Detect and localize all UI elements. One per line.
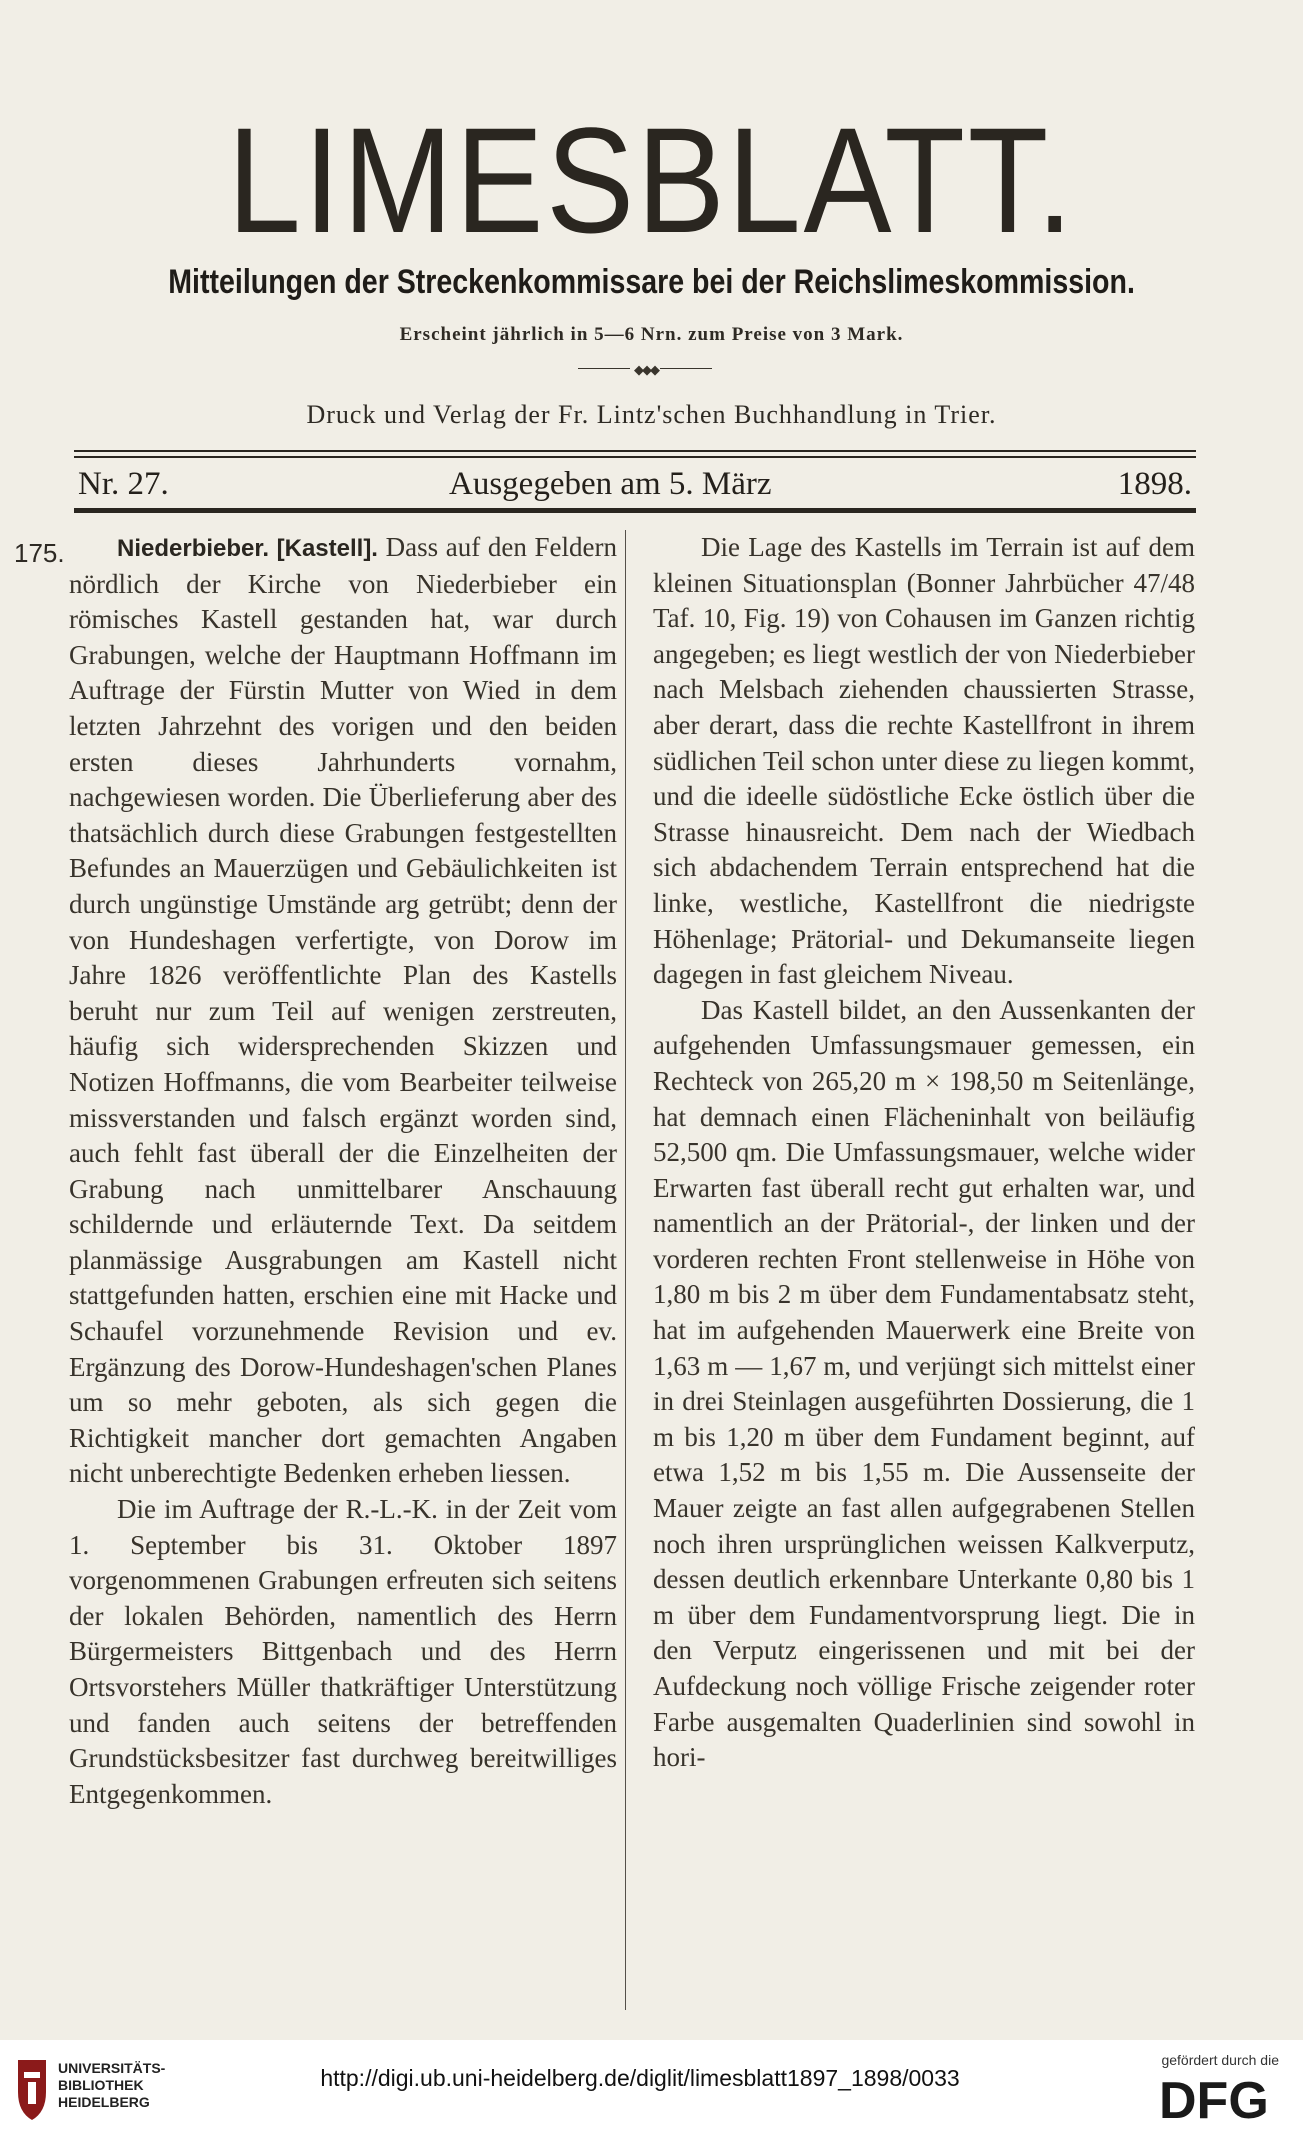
- column-left: [69, 530, 617, 1812]
- masthead-title: LIMESBLATT.: [227, 96, 1076, 264]
- ornament-divider: [570, 362, 720, 376]
- article-paragraph: Das Kastell bildet, an den Aussenkanten der aufgehenden Umfassungsmauer gemessen, ein Rechteck von 265,20 m × 198,50 m Seitenlänge, hat demnach einen Flächeninhalt von beiläufig 52,500 qm. Die Umfassungsmauer, welche wider Erwarten fast überall recht gut erhalten war, und namentlich an der Prätorial-, der linken und der vorderen rechten Front stellenweise in Höhe von 1,80 m bis 2 m über dem Fundamentabsatz steht, hat im aufgehenden Mauerwerk eine Breite von 1,63 m — 1,67 m, und verjüngt sich mittelst einer in drei Steinlagen ausgeführten Dossierung, die 1 m bis 1,20 m über dem Fundament beginnt, auf etwa 1,52 m bis 1,55 m. Die Aussenseite der Mauer zeigte an fast allen aufgegrabenen Stellen noch ihren ursprünglichen weissen Kalkverputz, dessen deutlich erkennbare Unterkante 0,80 bis 1 m über dem Fundamentvorsprung liegt. Die in den Verputz eingerissenen und mit bei der Aufdeckung noch völlige Frische zeigender roter Farbe ausgemalten Quaderlinien sind sowohl in hori-: [653, 994, 1195, 1773]
- article-heading: Niederbieber. [Kastell].: [117, 535, 378, 562]
- rule-bottom-thick: [74, 508, 1196, 513]
- issue-number: Nr. 27.: [78, 466, 169, 502]
- permalink-url[interactable]: http://digi.ub.uni-heidelberg.de/diglit/limesblatt1897_1898/0033: [320, 2065, 960, 2091]
- dfg-logo-icon: [1157, 2072, 1285, 2124]
- article-paragraph-text: Dass auf den Feldern nördlich der Kirche von Niederbieber ein römisches Kastell gestanden hat, war durch Grabungen, welche der Hauptmann Hoffmann im Auftrage der Fürstin Mutter von Wied in dem letzten Jahrzehnt des vorigen und den beiden ersten dieses Jahrhunderts vornahm, nachgewiesen worden. Die Überlieferung aber des thatsächlich durch diese Grabungen festgestellten Befundes an Mauerzügen und Gebäulichkeiten ist durch ungünstige Umstände arg getrübt; denn der von Hundeshagen verfertigte, von Dorow im Jahre 1826 veröffentlichte Plan des Kastells beruht nur zum Teil auf wenigen zerstreuten, häufig sich widersprechenden Skizzen und Notizen Hoffmanns, die vom Bearbeiter teilweise missverstanden und falsch ergänzt worden sind, auch fehlt fast überall der die Einzelheiten der Grabung nach unmittelbarer Anschauung schildernde und erläuternde Text. Da seitdem planmässige Ausgrabungen am Kastell nicht stattgefunden hatten, erschien eine mit Hacke und Schaufel vorzunehmende Revision und ev. Ergänzung des Dorow-Hundeshagen'schen Planes um so mehr geboten, als sich gegen die Richtigkeit mancher dort gemachten Angaben nicht unberechtigte Bedenken erheben liessen.: [69, 532, 617, 1489]
- funded-by-label: gefördert durch die: [1161, 2052, 1279, 2068]
- publisher-line: Druck und Verlag der Fr. Lintz'schen Buchhandlung in Trier.: [306, 400, 997, 429]
- ornament-rule-right: [660, 368, 712, 369]
- entry-number: 175.: [14, 538, 65, 568]
- ornament-rule-left: [578, 368, 630, 369]
- issue-date: Ausgegeben am 5. März: [449, 466, 772, 502]
- article-paragraph: Die Lage des Kastells im Terrain ist auf dem kleinen Situationsplan (Bonner Jahrbücher 47/48 Taf. 10, Fig. 19) von Cohausen im Ganzen richtig angegeben; es liegt westlich der von Niederbieber nach Melsbach ziehenden chaussierten Strasse, aber derart, dass die rechte Kastellfront in ihrem südlichen Teil schon unter diese zu liegen kommt, und die ideelle südöstliche Ecke östlich über die Strasse hinausreicht. Dem nach der Wiedbach sich abdachendem Terrain entsprechend hat die linke, westliche, Kastellfront die niedrigste Höhenlage; Prätorial- und Dekumanseite liegen dagegen in fast gleichem Niveau.: [653, 532, 1195, 990]
- column-divider: [625, 530, 626, 2010]
- issue-line: [74, 464, 1196, 504]
- library-name: UNIVERSITÄTS- BIBLIOTHEK HEIDELBERG: [58, 2060, 166, 2110]
- diamond-ornament-icon: ◆◆◆: [634, 362, 658, 377]
- article-paragraph: Die im Auftrage der R.-L.-K. in der Zeit vom 1. September bis 31. Oktober 1897 vorgenommenen Grabungen erfreuten sich seitens der lokalen Behörden, namentlich des Herrn Bürgermeisters Bittgenbach und des Herrn Ortsvorstehers Müller thatkräftiger Unterstützung und fanden auch seitens der betreffenden Grundstücksbesitzer fast durchweg bereitwilliges Entgegenkommen.: [69, 1494, 617, 1809]
- issue-year: 1898.: [1117, 466, 1192, 502]
- publication-frequency: Erscheint jährlich in 5—6 Nrn. zum Preise von 3 Mark.: [399, 324, 904, 345]
- dfg-logo-text: DFG: [1159, 2072, 1269, 2124]
- rule-top-thin: [74, 450, 1196, 452]
- column-right: [653, 530, 1195, 1776]
- university-seal-icon: [12, 2052, 52, 2126]
- rule-top-thin-2: [74, 456, 1196, 458]
- article-paragraph: [69, 530, 617, 1492]
- masthead-subtitle: Mitteilungen der Streckenkommissare bei der Reichslimeskommission.: [168, 263, 1135, 301]
